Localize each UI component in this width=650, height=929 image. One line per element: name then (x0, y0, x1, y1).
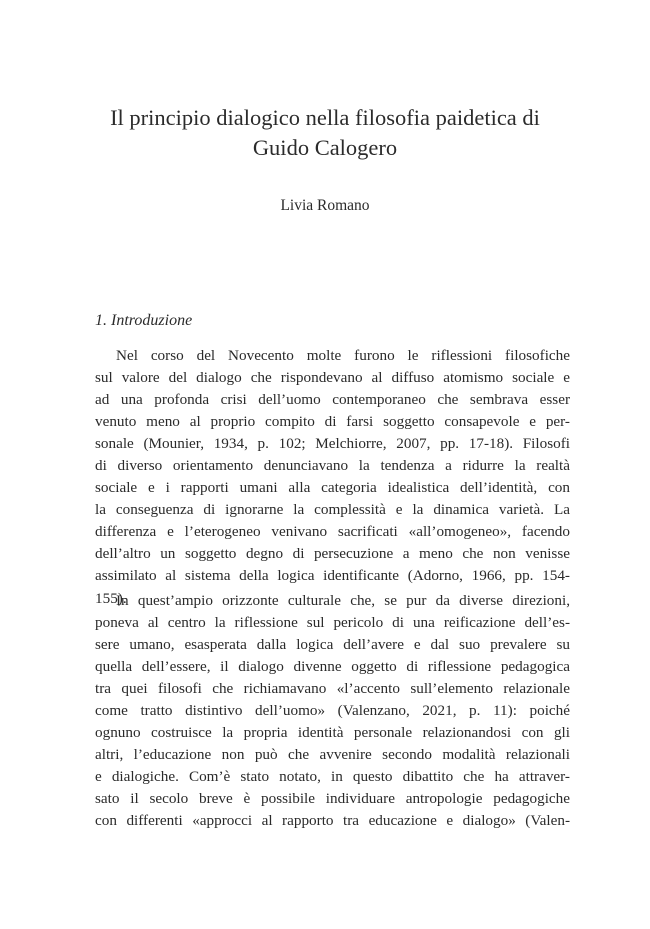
text-line: quella dell’essere, il dialogo divenne oggetto di riflessione pedagogica (95, 658, 570, 676)
text-line: e dialogiche. Com’è stato notato, in questo dibattito che ha attraver- (95, 768, 570, 786)
text-line: sato il secolo breve è possibile individuare antropologie pedagogiche (95, 790, 570, 808)
text-line: sere umano, esasperata dalla logica dell’avere e dal suo prevalere su (95, 636, 570, 654)
text-line: assimilato al sistema della logica identificante (Adorno, 1966, pp. 154- (95, 567, 570, 585)
text-line: sonale (Mounier, 1934, p. 102; Melchiorre, 2007, pp. 17-18). Filosofi (95, 435, 570, 453)
text-line: con differenti «approcci al rapporto tra educazione e dialogo» (Valen- (95, 812, 570, 830)
text-line: sociale e i rapporti umani alla categoria idealistica dell’identità, con (95, 479, 570, 497)
body-paragraph-2 (95, 590, 570, 833)
text-line: come tratto distintivo dell’uomo» (Valenzano, 2021, p. 11): poiché (95, 702, 570, 720)
author-name: Livia Romano (280, 197, 370, 214)
text-line: Nel corso del Novecento molte furono le riflessioni filosofiche (116, 347, 570, 364)
text-line: venuto meno al proprio compito di farsi soggetto consapevole e per- (95, 413, 570, 431)
section-heading: 1. Introduzione (95, 312, 193, 329)
text-line: poneva al centro la riflessione sul pericolo di una reificazione dell’es- (95, 614, 570, 632)
text-line: di diverso orientamento denunciavano la tendenza a ridurre la realtà (95, 457, 570, 475)
text-line: ad una profonda crisi dell’uomo contemporaneo che sembrava esser (95, 391, 570, 409)
text-line: dell’altro un soggetto degno di persecuzione a meno che non venisse (95, 545, 570, 563)
text-line: tra quei filosofi che richiamavano «l’accento sull’elemento relazionale (95, 680, 570, 698)
paper-title-line-2: Guido Calogero (252, 135, 398, 160)
paper-title-line-1: Il principio dialogico nella filosofia paidetica di (110, 105, 540, 130)
text-line: differenza e l’eterogeneo venivano sacrificati «all’omogeneo», facendo (95, 523, 570, 541)
text-line: ognuno costruisce la propria identità personale relazionandosi con gli (95, 724, 570, 742)
text-line: In quest’ampio orizzonte culturale che, se pur da diverse direzioni, (116, 592, 570, 609)
text-line: altri, l’educazione non può che avvenire secondo modalità relazionali (95, 746, 570, 764)
text-line: 155). (95, 589, 127, 607)
text-line: la conseguenza di ignorarne la complessità e la dinamica varietà. La (95, 501, 570, 519)
text-line: sul valore del dialogo che rispondevano al diffuso atomismo sociale e (95, 369, 570, 387)
body-paragraph-1 (95, 345, 570, 610)
